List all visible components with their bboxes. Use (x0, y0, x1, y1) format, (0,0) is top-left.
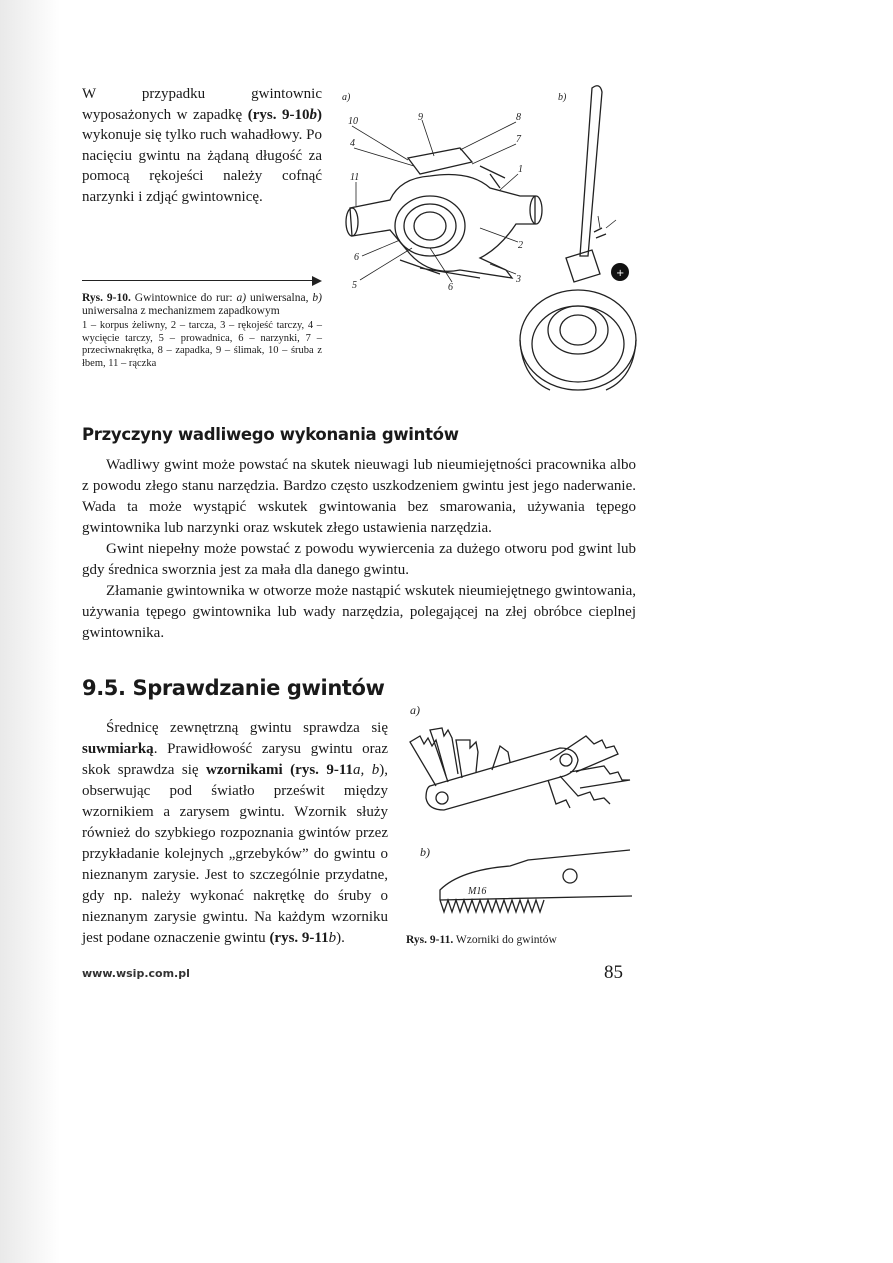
callout-1: 1 (518, 164, 523, 175)
callout-8: 8 (516, 112, 521, 123)
figure-ref: (rys. 9-11 (290, 762, 354, 778)
figure-divider (82, 280, 320, 281)
svg-text:+: + (616, 268, 625, 279)
caption-text: Wzorniki do gwintów (453, 934, 557, 946)
figure-9-10-caption (82, 292, 322, 370)
callout-9: 9 (418, 112, 423, 123)
intro-figure-ref-close: ) (317, 106, 322, 123)
paragraph (82, 718, 388, 949)
figure-9-10-pipe-die-stocks (330, 78, 640, 408)
caption-legend: 1 – korpus żeliwny, 2 – tarcza, 3 – rękojeść tarczy, 4 – wycięcie tarczy, 5 – prowadnica, 6 – narzynki, 7 – przeciwnakrętka, 8 – zapadka, 9 – ślimak, 10 – śruba z łbem, 11 – rączka (82, 320, 322, 369)
figure-label-b: b) (420, 845, 430, 859)
callout-7: 7 (516, 134, 521, 145)
callout-6a: 6 (354, 252, 359, 263)
caption-label: Rys. 9-10. (82, 292, 131, 304)
callout-11: 11 (350, 172, 360, 183)
section-defects-body (82, 455, 636, 644)
figure-label-a: a) (342, 92, 351, 103)
callout-10: 10 (348, 116, 358, 127)
figure-ref-letters: a, b (353, 762, 380, 778)
page-edge-shadow (0, 0, 60, 1263)
callout-3: 3 (516, 274, 521, 285)
figure-label-a: a) (410, 703, 420, 717)
figure-ref: (rys. 9-11 (269, 930, 329, 946)
figure-label-b: b) (558, 92, 567, 103)
paragraph: Złamanie gwintownika w otworze może nastąpić wskutek nieumiejętnego gwintowania, używania tępego gwintownika lub wady narzędzia, polegającej na złej obróbce cieplnej gwintownika. (82, 583, 636, 641)
callout-2: 2 (518, 240, 523, 251)
footer-url: www.wsip.com.pl (82, 967, 190, 980)
intro-figure-ref: (rys. 9-10 (247, 106, 310, 123)
term-gauges: wzornikami (206, 762, 283, 778)
term-caliper: suwmiarką (82, 741, 154, 757)
gauge-marking: M16 (468, 886, 487, 897)
intro-text-cont: wykonuje się tylko ruch wahadłowy. Po nacięciu gwintu na żądaną długość za pomocą rękojeści należy cofnąć narzynki i zdjąć gwintownicę. (82, 127, 322, 205)
callout-6b: 6 (448, 282, 453, 293)
caption-label: Rys. 9-11. (406, 934, 454, 946)
section-heading-thread-check: 9.5. Sprawdzanie gwintów (82, 676, 385, 700)
text: . Prawidłowość zarysu gwintu oraz skok sprawdza się (82, 741, 388, 778)
page-number: 85 (604, 962, 623, 983)
paragraph: Gwint niepełny może powstać z powodu wywiercenia za dużego otworu pod gwint lub gdy średnica sworznia jest za mała dla danego gwintu. (82, 541, 636, 578)
intro-figure-ref-letter: b (309, 106, 317, 123)
figure-ref-letter: b (328, 930, 337, 946)
intro-text: W przypadku gwintownic wyposażonych w zapadkę (82, 86, 322, 123)
text: ). (336, 930, 345, 946)
callout-4: 4 (350, 138, 355, 149)
text: ), obserwując pod światło prześwit między wzornikiem a zarysem gwintu. Wzornik służy również do szybkiego rozpoznania gwintów przez przykładanie kolejnych „grzebyków” do gwintu o nieznanym zarysie. Jest to szczególnie przydatne, gdy np. należy wykonać nakrętkę do śruby o nieznanym zarysie gwintu. Na każdym wzorniku jest podane oznaczenie gwintu (82, 762, 389, 946)
figure-9-11-thread-gauges (400, 700, 640, 930)
intro-paragraph (82, 84, 322, 207)
figure-9-11-caption (406, 934, 557, 946)
section-thread-check-body (82, 718, 388, 949)
caption-a-text: uniwersalna, (246, 292, 313, 304)
caption-b: b) (312, 292, 322, 304)
text: Średnicę zewnętrzną gwintu sprawdza się (106, 720, 388, 736)
section-heading-defects: Przyczyny wadliwego wykonania gwintów (82, 425, 459, 444)
caption-text: Gwintownice do rur: (130, 292, 237, 304)
caption-b-text: uniwersalna z mechanizmem zapadkowym (82, 305, 280, 317)
callout-5: 5 (352, 280, 357, 291)
figure-arrow-icon (312, 276, 322, 286)
paragraph: Wadliwy gwint może powstać na skutek nieuwagi lub nieumiejętności pracownika albo z powodu złego stanu narzędzia. Bardzo często uszkodzeniem gwintu jest jego naderwanie. Wada ta może wystąpić wskutek gwintowania bez smarowania, używania tępego gwintownika lub narzynki oraz wskutek złego ustawienia narzędzia. (82, 457, 636, 536)
caption-a: a) (236, 292, 247, 304)
